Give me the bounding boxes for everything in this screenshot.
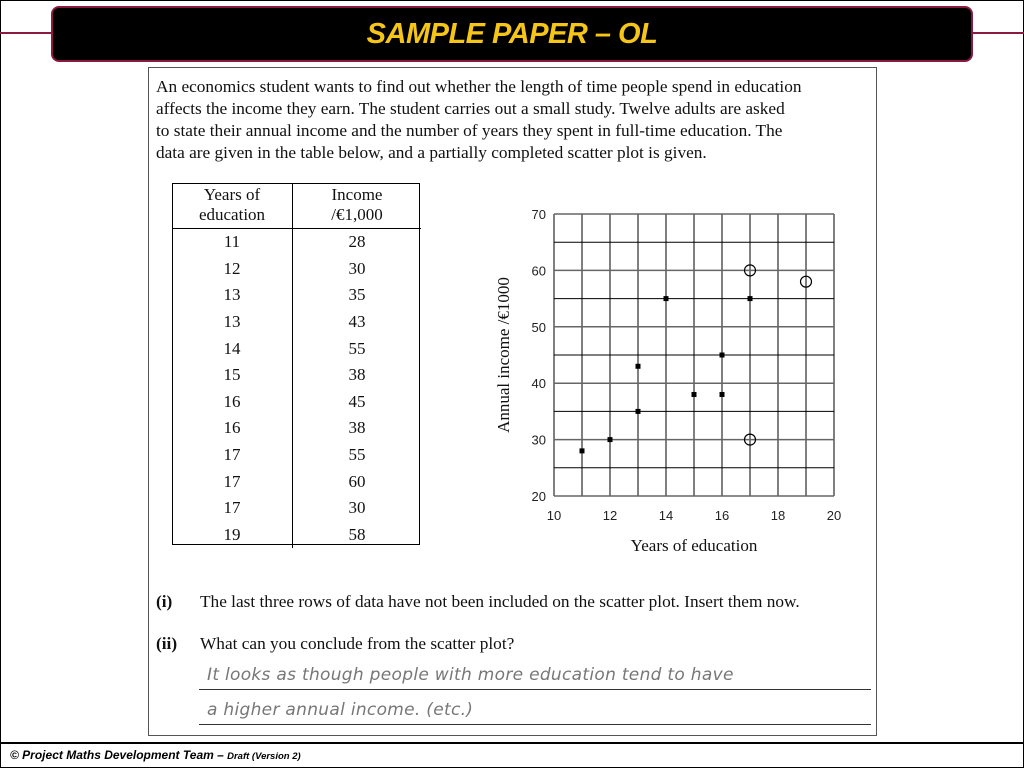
header-rule-left (0, 32, 52, 34)
years-cell: 11 (172, 229, 293, 256)
table-row (172, 282, 421, 309)
y-tick-label: 40 (531, 376, 546, 392)
title-bar (51, 6, 973, 62)
header-rule-right (970, 32, 1024, 34)
income-cell: 45 (348, 391, 366, 411)
x-tick-label: 20 (826, 508, 842, 523)
x-tick-label: 12 (602, 508, 618, 523)
years-cell: 17 (172, 495, 293, 522)
table-row (172, 495, 421, 522)
income-cell: 30 (348, 258, 366, 278)
y-tick-label: 70 (531, 207, 546, 222)
data-point-square (636, 409, 641, 414)
years-cell: 16 (172, 415, 293, 442)
years-cell: 17 (172, 468, 293, 495)
header-years: Years of education (172, 183, 293, 229)
years-cell: 14 (172, 335, 293, 362)
intro-line: An economics student wants to find out whether the length of time people spend in education (156, 77, 802, 96)
y-tick-label: 30 (531, 432, 546, 448)
years-cell: 13 (172, 309, 293, 336)
table-row (172, 442, 421, 469)
years-cell: 17 (172, 442, 293, 469)
slide-title: SAMPLE PAPER – OL (366, 17, 658, 50)
years-cell: 13 (172, 282, 293, 309)
footer: © Project Maths Development Team – Draft (Version 2) (10, 748, 301, 762)
part-i: (i) The last three rows of data have not been included on the scatter plot. Insert them now. (156, 592, 800, 611)
income-cell: 38 (348, 418, 366, 438)
answer-line-1: It looks as though people with more education tend to have (207, 665, 734, 685)
years-cell: 15 (172, 362, 293, 389)
table-row (172, 229, 421, 256)
table-row (172, 415, 421, 442)
data-point-square (692, 392, 697, 397)
table-row (172, 468, 421, 495)
data-point-square (720, 353, 725, 358)
answer-rule (199, 689, 871, 690)
years-cell: 16 (172, 389, 293, 416)
x-tick-label: 10 (546, 508, 562, 523)
footer-rule (0, 742, 1024, 744)
part-ii: (ii) What can you conclude from the scatter plot? (156, 634, 515, 653)
scatter-plot (489, 198, 859, 558)
intro-line: to state their annual income and the number of years they spent in full-time education. The (156, 121, 783, 140)
table-row (172, 309, 421, 336)
header-income: Income /€1,000 (293, 183, 422, 229)
table-row (172, 256, 421, 283)
income-cell: 35 (348, 285, 366, 305)
data-point-square (580, 448, 585, 453)
y-tick-label: 60 (531, 263, 546, 279)
income-cell: 30 (348, 498, 366, 518)
data-point-square (608, 437, 613, 442)
y-axis-label: Annual income /€1000 (494, 277, 513, 433)
income-cell: 55 (348, 445, 366, 465)
x-axis-label: Years of education (630, 536, 758, 555)
question-intro (156, 76, 871, 164)
x-tick-label: 14 (658, 508, 674, 523)
y-tick-label: 50 (531, 319, 546, 335)
income-cell: 28 (348, 232, 366, 252)
answer-rule (199, 724, 871, 725)
table-row (172, 389, 421, 416)
y-tick-label: 20 (531, 489, 546, 504)
table-row (172, 362, 421, 389)
income-cell: 38 (348, 365, 366, 385)
data-point-square (720, 392, 725, 397)
intro-line: data are given in the table below, and a partially completed scatter plot is given. (156, 143, 707, 162)
question-panel (148, 67, 877, 736)
income-cell: 58 (348, 524, 366, 544)
income-cell: 60 (348, 471, 366, 491)
x-tick-label: 18 (770, 508, 786, 523)
answer-line-2: a higher annual income. (etc.) (207, 700, 474, 720)
table-row (172, 522, 421, 549)
income-cell: 43 (348, 312, 366, 332)
data-point-square (636, 364, 641, 369)
income-cell: 55 (348, 338, 366, 358)
data-point-square (664, 296, 669, 301)
intro-line: affects the income they earn. The student carries out a small study. Twelve adults are asked (156, 99, 785, 118)
data-table (172, 183, 421, 548)
x-tick-label: 16 (714, 508, 730, 523)
years-cell: 12 (172, 256, 293, 283)
table-row (172, 335, 421, 362)
data-point-square (748, 296, 753, 301)
years-cell: 19 (172, 522, 293, 549)
